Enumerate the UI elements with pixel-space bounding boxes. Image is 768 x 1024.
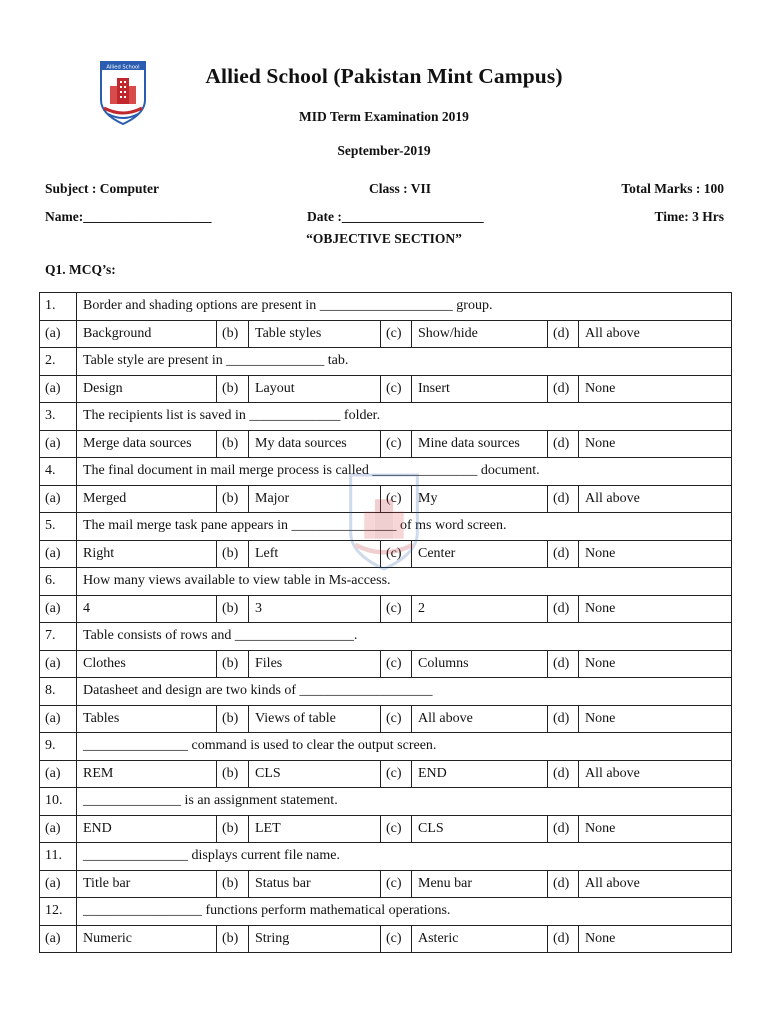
- question-number: 5.: [40, 513, 77, 541]
- option-text: Left: [249, 540, 381, 568]
- exam-month: September-2019: [337, 143, 431, 158]
- option-text: Title bar: [77, 870, 217, 898]
- option-text: Views of table: [249, 705, 381, 733]
- option-label: (a): [40, 870, 77, 898]
- options-row: [40, 595, 732, 623]
- option-label: (c): [381, 760, 412, 788]
- watermark-logo: [340, 472, 428, 572]
- section-title: “OBJECTIVE SECTION”: [306, 231, 462, 246]
- option-label: (a): [40, 925, 77, 953]
- question-text: Table style are present in ______________ tab.: [77, 348, 732, 376]
- question-number: 3.: [40, 403, 77, 431]
- option-text: CLS: [249, 760, 381, 788]
- option-label: (d): [548, 595, 579, 623]
- option-label: (d): [548, 320, 579, 348]
- question-text: Border and shading options are present in ___________________ group.: [77, 293, 732, 321]
- option-label: (b): [217, 815, 249, 843]
- question-number: 2.: [40, 348, 77, 376]
- option-text: All above: [579, 760, 732, 788]
- options-row: [40, 815, 732, 843]
- question-text: The final document in mail merge process is called _______________ document.: [77, 458, 732, 486]
- options-row: [40, 870, 732, 898]
- question-text: _______________ command is used to clear the output screen.: [77, 733, 732, 761]
- option-text: Insert: [412, 375, 548, 403]
- option-label: (a): [40, 650, 77, 678]
- mcq-table: [39, 292, 732, 953]
- option-label: (c): [381, 870, 412, 898]
- option-text: 4: [77, 595, 217, 623]
- question-row: [40, 733, 732, 761]
- option-text: REM: [77, 760, 217, 788]
- option-text: Layout: [249, 375, 381, 403]
- option-label: (b): [217, 320, 249, 348]
- option-text: All above: [412, 705, 548, 733]
- question-number: 9.: [40, 733, 77, 761]
- question-number: 6.: [40, 568, 77, 596]
- option-label: (a): [40, 705, 77, 733]
- question-text: Datasheet and design are two kinds of ___________________: [77, 678, 732, 706]
- question-text: _______________ displays current file name.: [77, 843, 732, 871]
- question-text: How many views available to view table in Ms-access.: [77, 568, 732, 596]
- question-number: 4.: [40, 458, 77, 486]
- total-marks-label: Total Marks : 100: [621, 181, 724, 196]
- option-label: (c): [381, 925, 412, 953]
- option-label: (b): [217, 650, 249, 678]
- option-text: Background: [77, 320, 217, 348]
- option-label: (d): [548, 815, 579, 843]
- option-text: Show/hide: [412, 320, 548, 348]
- options-row: [40, 320, 732, 348]
- option-label: (b): [217, 925, 249, 953]
- question-row: [40, 623, 732, 651]
- school-title: Allied School (Pakistan Mint Campus): [205, 64, 563, 88]
- logo-text-label: Allied School: [106, 64, 140, 71]
- option-text: END: [412, 760, 548, 788]
- options-row: [40, 650, 732, 678]
- options-row: [40, 925, 732, 953]
- option-label: (a): [40, 595, 77, 623]
- option-label: (c): [381, 485, 412, 513]
- class-label: Class : VII: [369, 181, 432, 196]
- option-text: None: [579, 595, 732, 623]
- option-text: All above: [579, 320, 732, 348]
- option-label: (b): [217, 485, 249, 513]
- question-row: [40, 788, 732, 816]
- option-text: None: [579, 650, 732, 678]
- option-label: (a): [40, 320, 77, 348]
- option-label: (a): [40, 430, 77, 458]
- options-row: [40, 705, 732, 733]
- option-label: (c): [381, 595, 412, 623]
- option-text: LET: [249, 815, 381, 843]
- option-label: (c): [381, 815, 412, 843]
- question-heading: Q1. MCQ’s:: [45, 262, 116, 277]
- option-text: Files: [249, 650, 381, 678]
- question-number: 8.: [40, 678, 77, 706]
- option-label: (d): [548, 430, 579, 458]
- question-number: 11.: [40, 843, 77, 871]
- option-label: (a): [40, 375, 77, 403]
- question-row: [40, 678, 732, 706]
- option-label: (c): [381, 540, 412, 568]
- name-field: Name:___________________: [45, 209, 212, 224]
- question-row: [40, 403, 732, 431]
- option-text: Design: [77, 375, 217, 403]
- option-text: All above: [579, 870, 732, 898]
- option-text: CLS: [412, 815, 548, 843]
- option-text: None: [579, 430, 732, 458]
- option-label: (d): [548, 705, 579, 733]
- option-text: My: [412, 485, 548, 513]
- option-text: Numeric: [77, 925, 217, 953]
- option-text: Status bar: [249, 870, 381, 898]
- option-text: All above: [579, 485, 732, 513]
- option-text: Asteric: [412, 925, 548, 953]
- options-row: [40, 430, 732, 458]
- option-label: (b): [217, 760, 249, 788]
- option-label: (b): [217, 430, 249, 458]
- question-row: [40, 348, 732, 376]
- option-text: 3: [249, 595, 381, 623]
- option-text: Merge data sources: [77, 430, 217, 458]
- question-row: [40, 898, 732, 926]
- option-label: (d): [548, 870, 579, 898]
- option-text: Tables: [77, 705, 217, 733]
- question-number: 1.: [40, 293, 77, 321]
- option-label: (b): [217, 705, 249, 733]
- option-label: (c): [381, 430, 412, 458]
- option-label: (c): [381, 375, 412, 403]
- question-text: _________________ functions perform mathematical operations.: [77, 898, 732, 926]
- option-label: (a): [40, 540, 77, 568]
- option-label: (b): [217, 540, 249, 568]
- date-field: Date :_____________________: [307, 209, 484, 224]
- question-text: Table consists of rows and _________________.: [77, 623, 732, 651]
- option-label: (a): [40, 815, 77, 843]
- question-text: The mail merge task pane appears in _______________ of ms word screen.: [77, 513, 732, 541]
- question-row: [40, 293, 732, 321]
- option-label: (c): [381, 650, 412, 678]
- option-text: None: [579, 540, 732, 568]
- question-text: The recipients list is saved in _____________ folder.: [77, 403, 732, 431]
- option-label: (d): [548, 760, 579, 788]
- question-number: 12.: [40, 898, 77, 926]
- option-text: Menu bar: [412, 870, 548, 898]
- option-text: Columns: [412, 650, 548, 678]
- option-label: (d): [548, 485, 579, 513]
- option-label: (a): [40, 760, 77, 788]
- question-row: [40, 843, 732, 871]
- option-label: (c): [381, 705, 412, 733]
- option-text: 2: [412, 595, 548, 623]
- options-row: [40, 760, 732, 788]
- exam-title: MID Term Examination 2019: [299, 109, 469, 124]
- question-text: ______________ is an assignment statement.: [77, 788, 732, 816]
- option-text: Mine data sources: [412, 430, 548, 458]
- option-label: (d): [548, 650, 579, 678]
- option-text: Table styles: [249, 320, 381, 348]
- option-label: (b): [217, 375, 249, 403]
- time-label: Time: 3 Hrs: [654, 209, 724, 224]
- option-label: (c): [381, 320, 412, 348]
- question-number: 7.: [40, 623, 77, 651]
- option-label: (d): [548, 925, 579, 953]
- option-text: Merged: [77, 485, 217, 513]
- option-text: Major: [249, 485, 381, 513]
- option-text: Right: [77, 540, 217, 568]
- option-label: (d): [548, 540, 579, 568]
- option-label: (b): [217, 870, 249, 898]
- option-text: Clothes: [77, 650, 217, 678]
- option-text: My data sources: [249, 430, 381, 458]
- option-text: END: [77, 815, 217, 843]
- question-number: 10.: [40, 788, 77, 816]
- option-text: None: [579, 375, 732, 403]
- option-label: (b): [217, 595, 249, 623]
- option-text: String: [249, 925, 381, 953]
- option-text: None: [579, 925, 732, 953]
- option-label: (d): [548, 375, 579, 403]
- options-row: [40, 375, 732, 403]
- option-text: Center: [412, 540, 548, 568]
- option-text: None: [579, 815, 732, 843]
- option-label: (a): [40, 485, 77, 513]
- subject-label: Subject : Computer: [45, 181, 159, 196]
- option-text: None: [579, 705, 732, 733]
